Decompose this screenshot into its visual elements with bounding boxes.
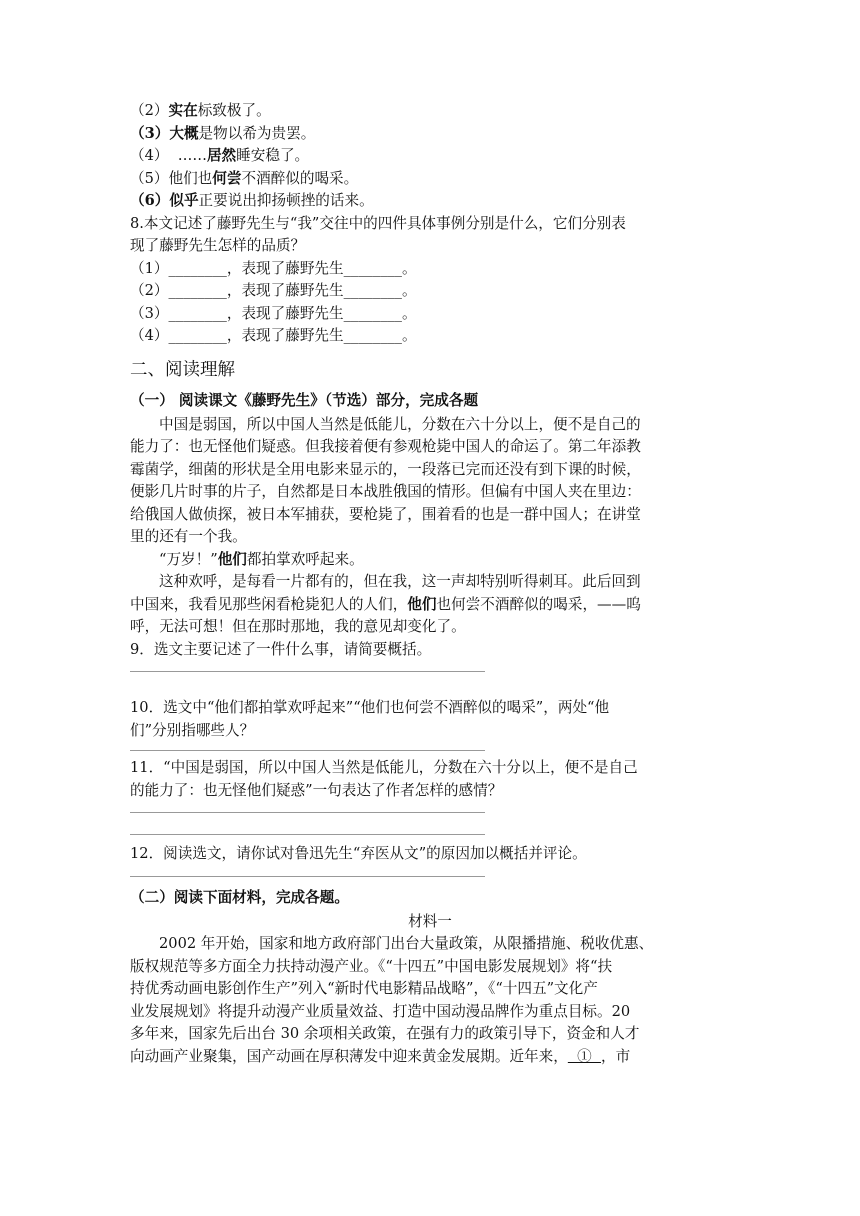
material-line: 2002 年开始，国家和地方政府部门出台大量政策，从限播措施、税收优惠、 (159, 935, 654, 952)
answer-line[interactable] (130, 811, 485, 813)
q7-item-3: （3）大概是物以希为贵罢。 (130, 124, 316, 142)
passage-line: 里的还有一个我。 (130, 528, 247, 545)
section-title: 二、阅读理解 (130, 359, 235, 380)
question-11-line1: 11．“中国是弱国，所以中国人当然是低能儿，分数在六十分以上，便不是自己 (130, 759, 638, 776)
q8-prompt-line1: 8.本文记述了藤野先生与“我”交往中的四件具体事例分别是什么，它们分别表 (130, 214, 626, 232)
passage-line: 中国来，我看见那些闲看枪毙犯人的人们，他们也何尝不酒醉似的喝采，——呜 (130, 595, 641, 613)
q8-answer-2: （2）________，表现了藤野先生________。 (130, 282, 417, 299)
passage-line: 便影几片时事的片子，自然都是日本战胜俄国的情形。但偏有中国人夹在里边： (130, 483, 641, 500)
question-9: 9．选文主要记述了一件什么事，请简要概括。 (130, 640, 432, 658)
q8-answer-4: （4）________，表现了藤野先生________。 (130, 327, 417, 344)
fill-blank-1[interactable]: ① (567, 1047, 601, 1065)
q7-item-6: （6）似乎正要说出抑扬顿挫的话来。 (130, 192, 374, 209)
q7-item-4: （4） ……居然睡安稳了。 (130, 147, 310, 164)
passage-line: 呼，无法可想！但在那时那地，我的意见却变化了。 (130, 618, 466, 635)
part1-title: （一） 阅读课文《藤野先生》（节选）部分，完成各题 (130, 391, 479, 409)
q8-prompt-line2: 现了藤野先生怎样的品质？ (130, 237, 306, 254)
answer-line[interactable] (130, 833, 485, 835)
material-line: 多年来，国家先后出台 30 余项相关政策，在强有力的政策引导下，资金和人才 (130, 1025, 640, 1042)
passage-line: 给俄国人做侦探，被日本军捕获，要枪毙了，围着看的也是一群中国人；在讲堂 (130, 505, 641, 523)
q7-item-5: （5）他们也何尝不酒醉似的喝采。 (130, 169, 359, 187)
answer-line[interactable] (130, 875, 485, 877)
answer-line[interactable] (130, 749, 485, 751)
passage-line: 霉菌学，细菌的形状是全用电影来显示的，一段落已完而还没有到下课的时候， (130, 460, 641, 478)
question-11-line2: 的能力了：也无怪他们疑惑”一句表达了作者怎样的感情？ (130, 781, 503, 799)
question-10-line1: 10．选文中“他们都拍掌欢呼起来”“他们也何尝不酒醉似的喝采”，两处“他 (130, 699, 610, 716)
question-12: 12．阅读选文，请你试对鲁迅先生“弃医从文”的原因加以概括并评论。 (130, 845, 587, 862)
question-10-line2: 们”分别指哪些人？ (130, 721, 255, 739)
material-line: 业发展规划》将提升动漫产业质量效益、打造中国动漫品牌作为重点目标。20 (130, 1002, 631, 1020)
passage-line: 这种欢呼，是每看一片都有的，但在我，这一声却特别听得刺耳。此后回到 (159, 573, 641, 590)
material-line: 向动画产业聚集，国产动画在厚积薄发中迎来黄金发展期。近年来， ① ，市 (130, 1047, 631, 1065)
part2-title: （二）阅读下面材料，完成各题。 (130, 888, 349, 906)
document-page (130, 100, 730, 1068)
passage-line: “万岁！”他们都拍掌欢呼起来。 (159, 550, 364, 568)
material-line: 版权规范等多方面全力扶持动漫产业。《“十四五”中国电影发展规划》将“扶 (130, 957, 613, 975)
material-heading: 材料一 (408, 912, 452, 930)
q8-answer-1: （1）________，表现了藤野先生________。 (130, 259, 417, 277)
answer-line[interactable] (130, 670, 485, 672)
q7-item-2: （2）实在标致极了。 (130, 102, 271, 119)
material-line: 持优秀动画电影创作生产”列入“新时代电影精品战略”，《“十四五”文化产 (130, 980, 598, 997)
passage-line: 能力了：也无怪他们疑惑。但我接着便有参观枪毙中国人的命运了。第二年添教 (130, 438, 641, 455)
passage-line: 中国是弱国，所以中国人当然是低能儿，分数在六十分以上，便不是自己的 (159, 415, 641, 433)
q8-answer-3: （3）________，表现了藤野先生________。 (130, 304, 417, 322)
